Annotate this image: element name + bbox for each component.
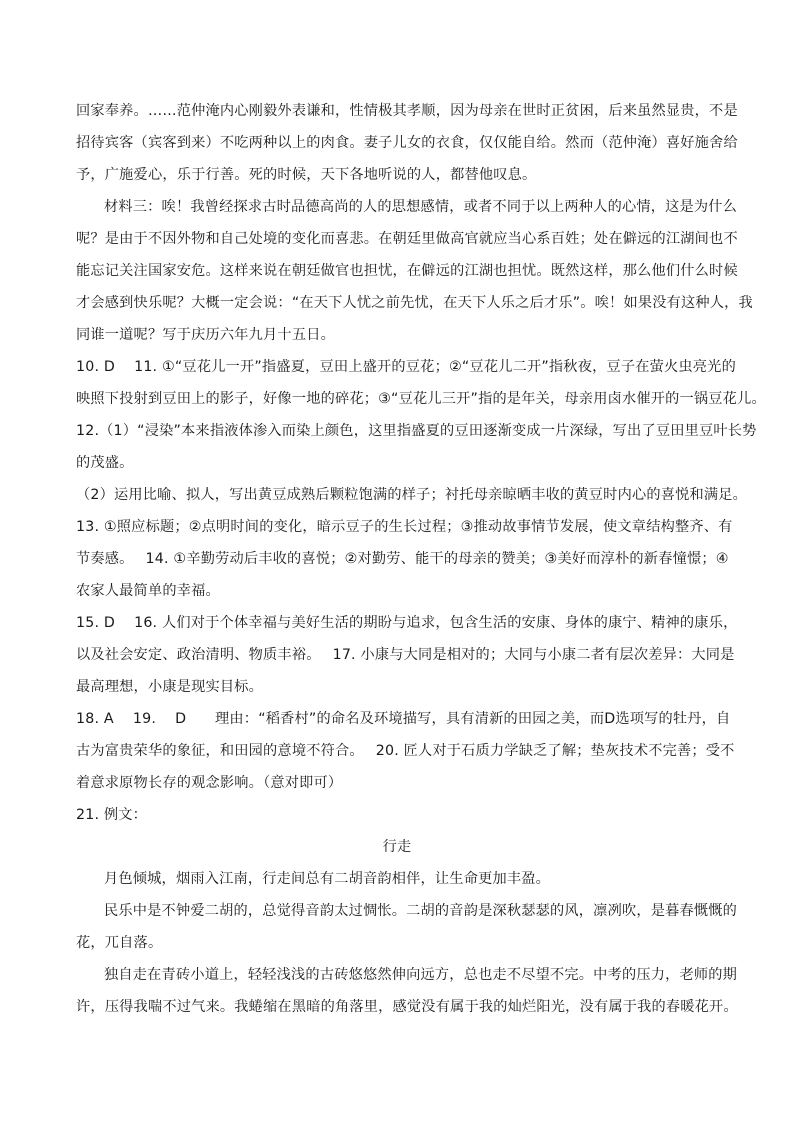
essay-line: 独自走在青砖小道上，轻轻浅浅的古砖悠悠然伸向远方，总也走不尽望不完。中考的压力，老师的期 bbox=[104, 967, 738, 983]
answer-line: 18. A 19. D 理由：“稻香村”的命名及环境描写，具有清新的田园之美，而D选项写的牡丹，自 bbox=[76, 711, 731, 727]
text-line: 招待宾客（宾客到来）不吃两种以上的肉食。妻子儿女的衣食，仅仅能自给。然而（范仲淹）喜好施舍给 bbox=[76, 135, 738, 151]
answer-line: 10. D 11. ①“豆花儿一开”指盛夏，豆田上盛开的豆花；②“豆花儿二开”指秋夜，豆子在萤火虫亮光的 bbox=[76, 359, 736, 375]
text-line: 能忘记关注国家安危。这样来说在朝廷做官也担忧，在僻远的江湖也担忧。既然这样，那么他们什么时候 bbox=[76, 263, 738, 279]
essay-line: 月色倾城，烟雨入江南，行走间总有二胡音韵相伴，让生命更加丰盈。 bbox=[104, 871, 551, 887]
text-line: 呢？是由于不因外物和自己处境的变化而喜悲。在朝廷里做高官就应当心系百姓；处在僻远的江湖间也不 bbox=[76, 231, 738, 247]
answer-line: 农家人最简单的幸福。 bbox=[76, 583, 220, 599]
answer-line: 13. ①照应标题；②点明时间的变化，暗示豆子的生长过程；③推动故事情节发展，使文章结构整齐、有 bbox=[76, 519, 733, 535]
answer-line: 以及社会安定、政治清明、物质丰裕。 17. 小康与大同是相对的；大同与小康二者有层次差异：大同是 bbox=[76, 647, 735, 663]
answer-line: 15. D 16. 人们对于个体幸福与美好生活的期盼与追求，包含生活的安康、身体的康宁、精神的康乐， bbox=[76, 615, 738, 631]
text-line: 予，广施爱心，乐于行善。死的时候，天下各地听说的人，都替他叹息。 bbox=[76, 167, 537, 183]
essay-line: 花，兀自落。 bbox=[76, 935, 163, 951]
answer-line: 节奏感。 14. ①辛勤劳动后丰收的喜悦；②对勤劳、能干的母亲的赞美；③美好而淳朴的新春憧憬；④ bbox=[76, 551, 729, 567]
essay-title: 行走 bbox=[382, 839, 412, 855]
answer-line: 古为富贵荣华的象征，和田园的意境不符合。 20. 匠人对于石质力学缺乏了解；垫灰技术不完善；受不 bbox=[76, 743, 735, 759]
text-line: 材料三：唉！我曾经探求古时品德高尚的人的思想感情，或者不同于以上两种人的心情，这是为什么 bbox=[104, 199, 738, 215]
answer-line: 映照下投射到豆田上的影子，好像一地的碎花；③“豆花儿三开”指的是年关，母亲用卤水催开的一锅豆花儿。 bbox=[76, 391, 766, 407]
text-line: 回家奉养。……范仲淹内心刚毅外表谦和，性情极其孝顺，因为母亲在世时正贫困，后来虽然显贵，不是 bbox=[76, 103, 738, 119]
answer-line: 着意求原物长存的观念影响。（意对即可） bbox=[76, 775, 343, 791]
essay-line: 许，压得我喘不过气来。我蜷缩在黑暗的角落里，感觉没有属于我的灿烂阳光，没有属于我的春暖花开。 bbox=[76, 999, 738, 1015]
answer-line: 21. 例文： bbox=[76, 807, 148, 823]
essay-line: 民乐中是不钟爱二胡的，总觉得音韵太过惆怅。二胡的音韵是深秋瑟瑟的风，凛冽吹，是暮春慨慨的 bbox=[104, 903, 738, 919]
text-line: 才会感到快乐呢？大概一定会说：“在天下人忧之前先忧，在天下人乐之后才乐”。唉！如果没有这种人，我 bbox=[76, 295, 753, 311]
answer-line: 12.（1）“浸染”本来指液体渗入而染上颜色，这里指盛夏的豆田逐渐变成一片深绿，写出了豆田里豆叶长势 bbox=[76, 423, 757, 439]
text-line: 同谁一道呢？写于庆历六年九月十五日。 bbox=[76, 327, 335, 343]
answer-line: （2）运用比喻、拟人，写出黄豆成熟后颗粒饱满的样子；衬托母亲晾晒丰收的黄豆时内心的喜悦和满足。 bbox=[76, 487, 748, 503]
answer-line: 最高理想，小康是现实目标。 bbox=[76, 679, 264, 695]
answer-line: 的茂盛。 bbox=[76, 455, 134, 471]
